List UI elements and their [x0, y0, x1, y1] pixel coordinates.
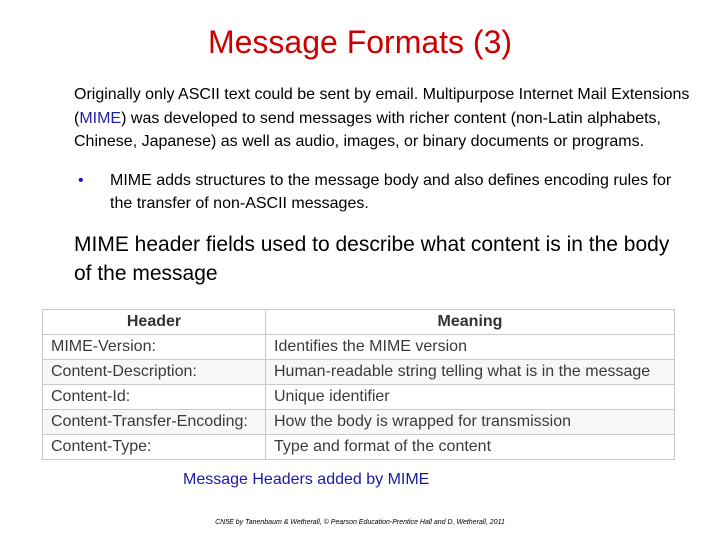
column-header-header: Header [43, 310, 266, 335]
meaning-cell: Type and format of the content [266, 435, 675, 460]
header-cell: Content-Transfer-Encoding: [43, 410, 266, 435]
table-caption: Message Headers added by MIME [183, 471, 430, 488]
table-row [43, 385, 675, 410]
meaning-cell: Human-readable string telling what is in the message [266, 360, 675, 385]
meaning-cell: Identifies the MIME version [266, 335, 675, 360]
table-row [43, 360, 675, 385]
table-row [43, 410, 675, 435]
intro-paragraph [74, 83, 694, 154]
meaning-cell: How the body is wrapped for transmission [266, 410, 675, 435]
table-row [43, 435, 675, 460]
header-cell: Content-Id: [43, 385, 266, 410]
mime-header-table [42, 309, 674, 465]
bullet-marker: • [78, 172, 84, 189]
header-cell: Content-Type: [43, 435, 266, 460]
table-row [43, 335, 675, 360]
section-heading: MIME header fields used to describe what content is in the body of the message [74, 233, 670, 285]
column-header-meaning: Meaning [266, 310, 675, 335]
slide-title: Message Formats (3) [207, 24, 513, 60]
bullet-item [74, 170, 694, 215]
intro-text-end: ) was developed to send messages with richer content (non-Latin alphabets, Chinese, Japanese) as well as audio, images, or binary documents or programs. [74, 109, 661, 150]
meaning-cell: Unique identifier [266, 385, 675, 410]
mime-term: MIME [79, 109, 122, 127]
intro-text-start: Originally only ASCII text could be sent by email. Multipurpose Internet Mail Extensions ( [74, 86, 690, 127]
bullet-text: MIME adds structures to the message body and also defines encoding rules for the transfer of non-ASCII messages. [110, 172, 672, 212]
header-cell: MIME-Version: [43, 335, 266, 360]
header-cell: Content-Description: [43, 360, 266, 385]
copyright-footer: CN5E by Tanenbaum & Wetherall, © Pearson Education-Prentice Hall and D. Wetherall, 2011 [215, 519, 505, 526]
table-header-row [43, 310, 675, 335]
